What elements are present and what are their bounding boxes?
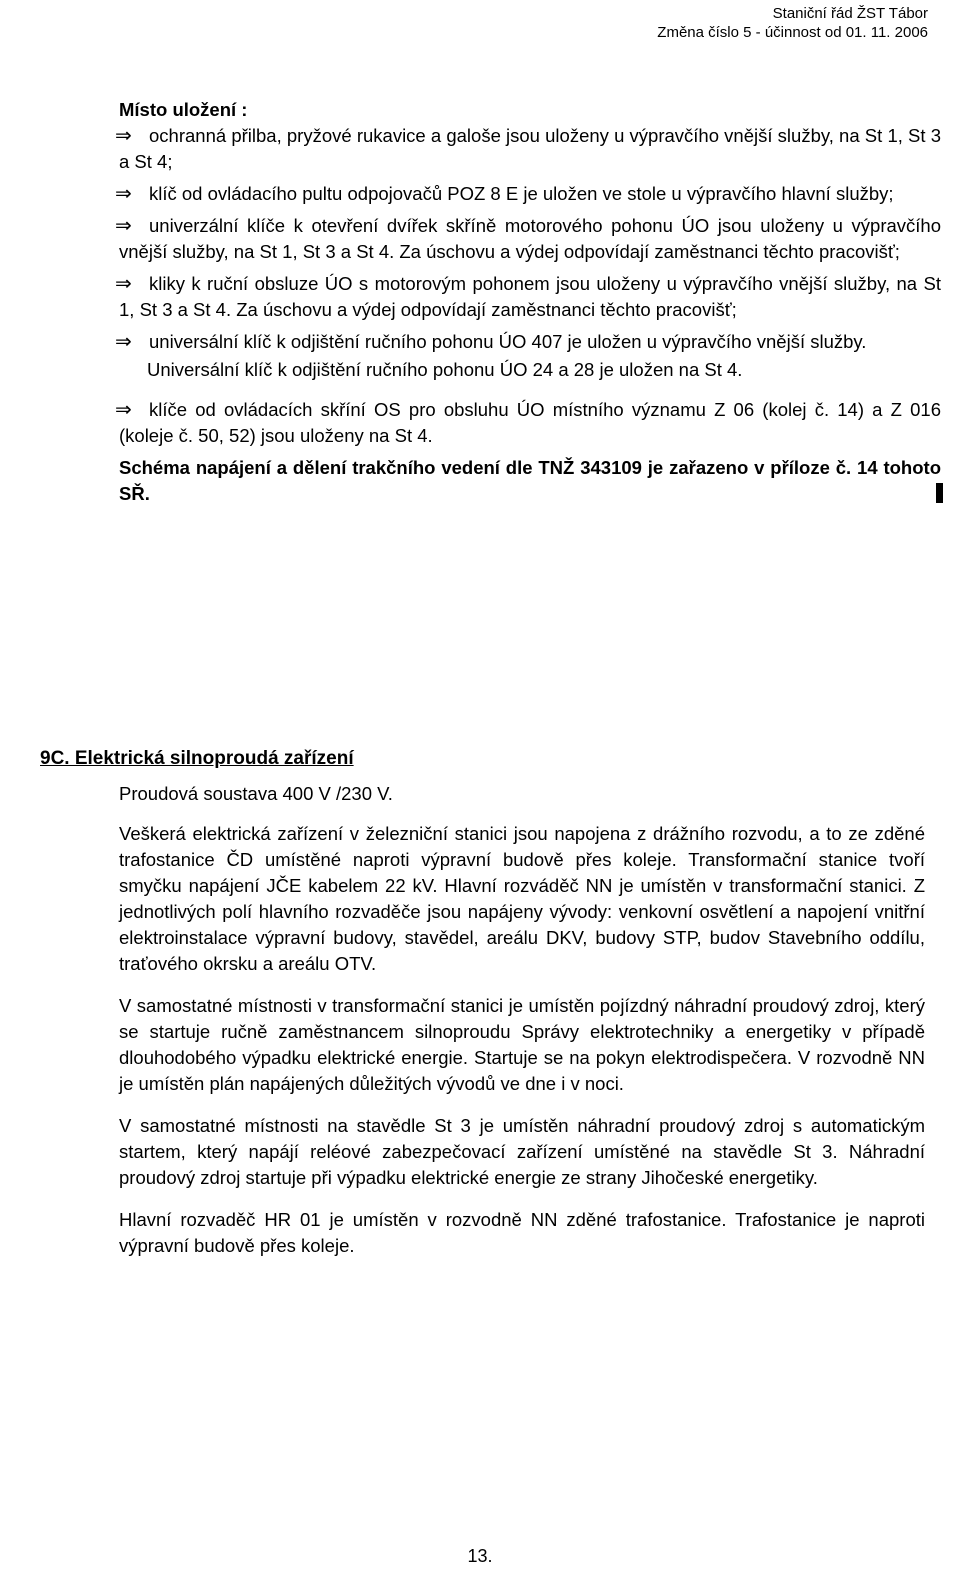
double-right-arrow-icon: ⇒ [115, 331, 132, 353]
list-item-text: ochranná přilba, pryžové rukavice a galoše jsou uloženy u výpravčího vnější služby, na St 1, St 3 a St 4; [119, 125, 941, 172]
list-item [115, 123, 941, 175]
double-right-arrow-icon: ⇒ [115, 215, 132, 237]
list-item-text: kliky k ruční obsluze ÚO s motorovým pohonem jsou uloženy u výpravčího vnější služby, na St 1, St 3 a St 4. Za úschovu a výdej odpovídají zaměstnanci těchto pracovišť; [119, 273, 941, 320]
paragraph-backup-source: V samostatné místnosti na stavědle St 3 je umístěn náhradní proudový zdroj s automatickým startem, který napájí reléové zabezpečovací zařízení umístěné na stavědle St 3. Náhradní proudový zdroj startuje při výpadku elektrické energie ze strany Jihočeské energetiky. [119, 1115, 925, 1188]
list-item-extra: Universální klíč k odjištění ručního pohonu ÚO 24 a 28 je uložen na St 4. [147, 359, 743, 380]
section-electrical [119, 781, 925, 1275]
header-change-note: Změna číslo 5 - účinnost od 01. 11. 2006 [657, 24, 928, 41]
section-label: Místo uložení : [119, 99, 248, 120]
header-title: Staniční řád ŽST Tábor [772, 5, 928, 22]
list-item-text: univerzální klíče k otevření dvířek skříně motorového pohonu ÚO jsou uloženy u výpravčího vnější služby, na St 1, St 3 a St 4. Za úschovu a výdej odpovídají zaměstnanci těchto pracovišť; [119, 215, 941, 262]
page-number: 13. [467, 1546, 493, 1566]
list-item [115, 397, 941, 449]
list-item-text: universální klíč k odjištění ručního pohonu ÚO 407 je uložen u výpravčího vnější služby. [149, 331, 867, 352]
paragraph-mobile-source: V samostatné místnosti v transformační stanici je umístěn pojízdný náhradní proudový zdroj, který se startuje ručně zaměstnancem silnoproudu Správy elektrotechniky a energetiky v případě dlouhodobého výpadku elektrické energie. Startuje se na pokyn elektrodispečera. V rozvodně NN je umístěn plán napájených důležitých vývodů ve dne i v noci. [119, 995, 925, 1094]
list-item [115, 271, 941, 323]
double-right-arrow-icon: ⇒ [115, 399, 132, 421]
page-header [657, 4, 928, 42]
paragraph-main-switchboard: Hlavní rozvaděč HR 01 je umístěn v rozvodně NN zděné trafostanice. Trafostanice je naproti výpravní budově přes koleje. [119, 1209, 925, 1256]
paragraph-current-system: Proudová soustava 400 V /230 V. [119, 783, 393, 804]
double-right-arrow-icon: ⇒ [115, 273, 132, 295]
list-item [115, 213, 941, 265]
list-item [115, 181, 941, 207]
double-right-arrow-icon: ⇒ [115, 125, 132, 147]
list-item-text: klíč od ovládacího pultu odpojovačů POZ 8 E je uložen ve stole u výpravčího hlavní služby; [149, 183, 894, 204]
list-item [115, 329, 941, 383]
double-right-arrow-icon: ⇒ [115, 183, 132, 205]
paragraph-supply: Veškerá elektrická zařízení v železniční stanici jsou napojena z drážního rozvodu, a to ze zděné trafostanice ČD umístěné naproti výpravní budově přes koleje. Transformační stanice tvoří smyčku napájení JČE kabelem 22 kV. Hlavní rozváděč NN je umístěn v transformační stanici. Z jednotlivých polí hlavního rozvaděče jsou napájeny vývody: venkovní osvětlení a napojení vnitřní elektroinstalace výpravní budovy, stavědel, areálu DKV, budovy STP, budov Stavebního oddílu, traťového okrsku a areálu OTV. [119, 823, 925, 974]
schema-note: Schéma napájení a dělení trakčního vedení dle TNŽ 343109 je zařazeno v příloze č. 14 tohoto SŘ. [119, 457, 941, 504]
section-storage [115, 97, 941, 507]
list-item-text: klíče od ovládacích skříní OS pro obsluhu ÚO místního významu Z 06 (kolej č. 14) a Z 016 (koleje č. 50, 52) jsou uloženy na St 4. [119, 399, 941, 446]
change-marker-bar [936, 483, 943, 503]
section-heading: 9C. Elektrická silnoproudá zařízení [40, 748, 354, 769]
